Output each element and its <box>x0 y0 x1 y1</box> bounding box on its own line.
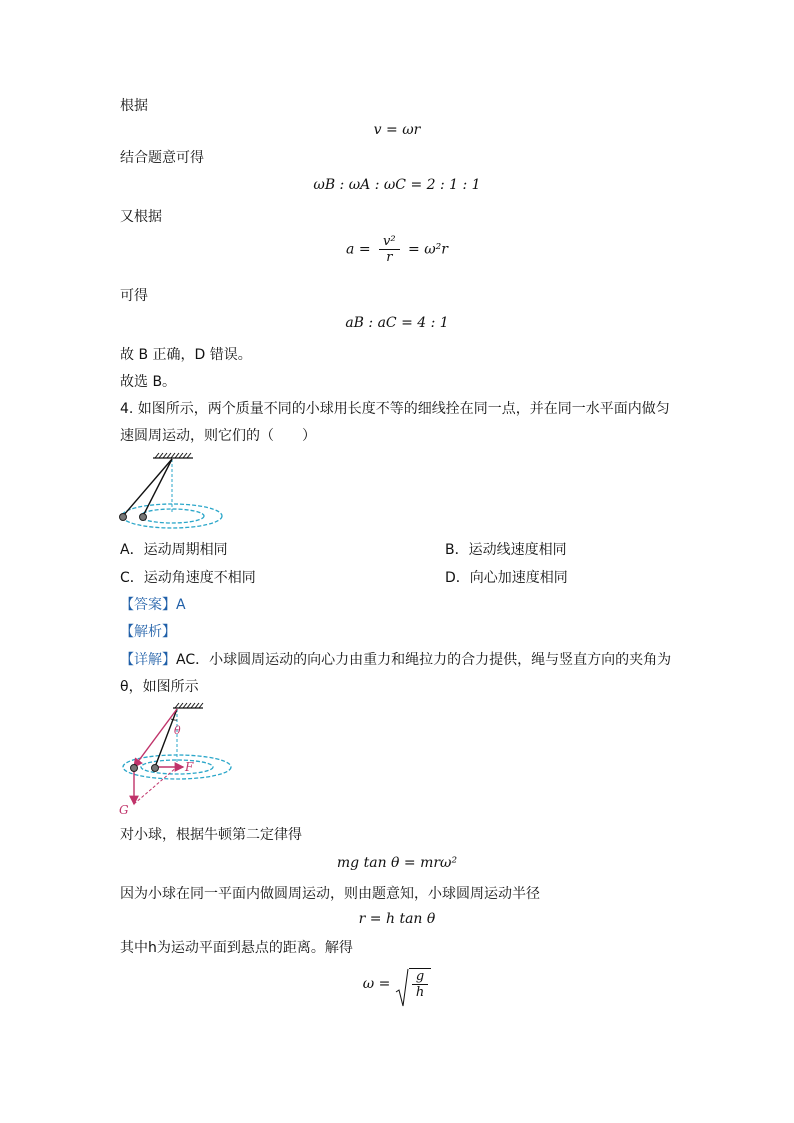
equation-text: aB : aC = 4 : 1 <box>345 315 449 331</box>
fraction <box>379 234 400 265</box>
force-label: F <box>185 760 194 774</box>
square-root <box>395 968 431 1000</box>
detail-label: 【详解】 <box>120 652 176 668</box>
equation-omega-result <box>0 968 794 1000</box>
text-line: 故 B 正确，D 错误。 <box>120 347 252 363</box>
fraction-numerator: g <box>415 969 425 984</box>
radicand <box>409 968 431 1000</box>
fraction-denominator: h <box>412 984 428 1000</box>
option-d: D．向心加速度相同 <box>445 570 568 586</box>
equation-part: a = <box>346 241 371 258</box>
equation-radius <box>0 911 794 927</box>
equation-centripetal-acceleration <box>0 234 794 265</box>
detail-text: AC．小球圆周运动的向心力由重力和绳拉力的合力提供，绳与竖直方向的夹角为 <box>176 652 672 668</box>
detail-paragraph <box>120 650 671 670</box>
theta-label: θ <box>174 724 181 737</box>
text-line: 又根据 <box>120 209 162 225</box>
text-line: 根据 <box>120 98 148 114</box>
force-diagram <box>115 700 240 820</box>
equation-newton-second-law <box>0 855 794 871</box>
text-line: 因为小球在同一平面内做圆周运动，则由题意知，小球圆周运动半径 <box>120 886 540 902</box>
equation-omega-ratio <box>0 177 794 193</box>
gravity-label: G <box>119 803 129 817</box>
equation-text: ωB : ωA : ωC = 2 : 1 : 1 <box>313 177 481 193</box>
text-line: 故选 B。 <box>120 374 177 390</box>
question-4-stem-cont: 速圆周运动，则它们的（ ） <box>120 428 316 444</box>
option-a: A．运动周期相同 <box>120 542 228 558</box>
equation-text: mg tan θ = mrω² <box>336 855 458 871</box>
option-b: B．运动线速度相同 <box>445 542 567 558</box>
fraction-numerator: v² <box>383 234 396 249</box>
radical-sign-icon <box>395 968 409 1008</box>
equation-text: v = ωr <box>373 122 421 138</box>
analysis-label: 【解析】 <box>120 624 176 640</box>
text-line: 可得 <box>120 288 148 304</box>
text-line: 其中h为运动平面到悬点的距离。解得 <box>120 940 353 956</box>
equation-part: = ω²r <box>408 241 448 258</box>
text-line: 对小球，根据牛顿第二定律得 <box>120 827 302 843</box>
equation-text: r = h tan θ <box>358 911 436 927</box>
equation-v-omega-r <box>0 122 794 138</box>
fraction-denominator: r <box>379 249 400 265</box>
pendulum-figure <box>115 452 230 532</box>
equation-acceleration-ratio <box>0 315 794 331</box>
question-4-stem: 4. 如图所示，两个质量不同的小球用长度不等的细线拴在同一点，并在同一水平面内做匀 <box>120 401 670 417</box>
answer-label: 【答案】A <box>120 597 186 613</box>
fraction <box>412 969 428 1000</box>
option-c: C．运动角速度不相同 <box>120 570 256 586</box>
equation-part: ω = <box>362 976 391 992</box>
detail-paragraph-cont: θ，如图所示 <box>120 679 199 695</box>
text-line: 结合题意可得 <box>120 150 204 166</box>
